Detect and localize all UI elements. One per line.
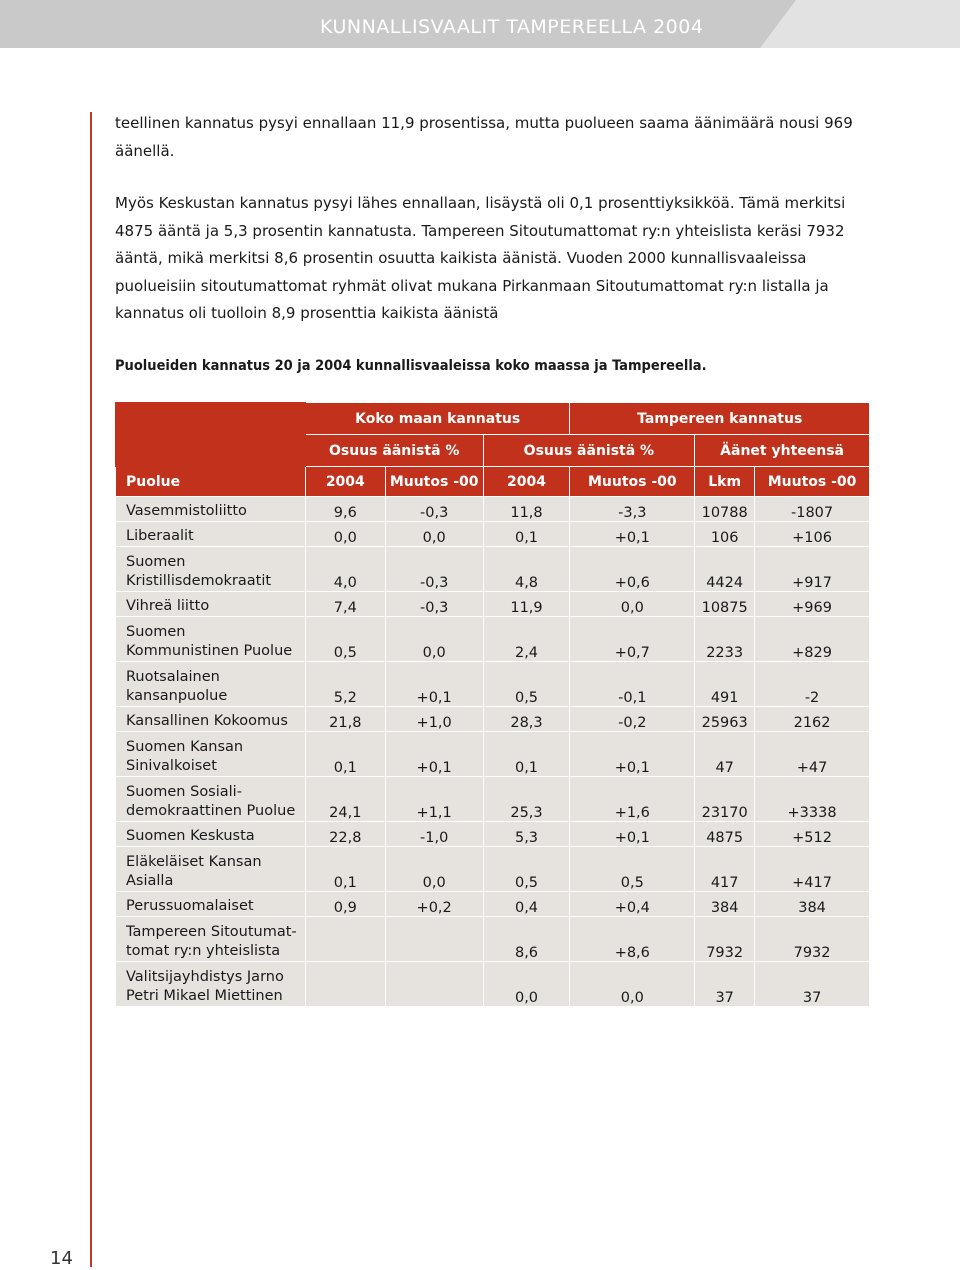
value-cell: 4424	[695, 547, 755, 592]
value-cell: 384	[695, 892, 755, 917]
value-cell: 7932	[755, 917, 870, 962]
value-cell: 24,1	[305, 777, 385, 822]
value-cell: 0,0	[385, 617, 483, 662]
value-cell	[385, 917, 483, 962]
value-cell: 9,6	[305, 497, 385, 522]
table-row	[116, 592, 870, 617]
value-cell: 47	[695, 732, 755, 777]
value-cell: +0,7	[570, 617, 695, 662]
party-name-line: Kansallinen Kokoomus	[126, 713, 288, 729]
value-cell: 2162	[755, 707, 870, 732]
value-cell: 10875	[695, 592, 755, 617]
party-name-cell	[116, 662, 306, 707]
table-sub-header-row	[116, 435, 870, 467]
value-cell: 5,3	[483, 822, 570, 847]
header-aanet: Äänet yhteensä	[695, 435, 870, 467]
table-column-header-row	[116, 467, 870, 497]
results-table	[115, 402, 870, 1007]
value-cell: 0,1	[305, 732, 385, 777]
table-row	[116, 707, 870, 732]
party-name-cell	[116, 617, 306, 662]
table-row	[116, 822, 870, 847]
column-header: Muutos -00	[570, 467, 695, 497]
value-cell	[305, 917, 385, 962]
table-group-header-row	[116, 403, 870, 435]
header-blank	[116, 403, 306, 435]
margin-rule	[90, 112, 92, 1267]
value-cell: 0,0	[570, 592, 695, 617]
party-name-line: Suomen	[126, 624, 186, 640]
value-cell: +8,6	[570, 917, 695, 962]
value-cell: -0,3	[385, 592, 483, 617]
value-cell: 0,0	[570, 962, 695, 1007]
value-cell: 106	[695, 522, 755, 547]
value-cell: -1,0	[385, 822, 483, 847]
value-cell: +829	[755, 617, 870, 662]
column-header: Lkm	[695, 467, 755, 497]
value-cell: 4,8	[483, 547, 570, 592]
paragraph-1: teellinen kannatus pysyi ennallaan 11,9 prosentissa, mutta puolueen saama äänimäärä nousi 969 äänellä.	[115, 114, 853, 160]
party-name-line: demokraattinen Puolue	[126, 803, 296, 819]
party-name-line: Ruotsalainen	[126, 669, 220, 685]
party-name-line: Perussuomalaiset	[126, 898, 254, 914]
party-name-line: Valitsijayhdistys Jarno	[126, 969, 284, 985]
value-cell: -1807	[755, 497, 870, 522]
party-name-line: Liberaalit	[126, 528, 194, 544]
paragraph-2: Myös Keskustan kannatus pysyi lähes ennallaan, lisäystä oli 0,1 prosenttiyksikköä. Tämä merkitsi 4875 ääntä ja 5,3 prosentin kannatusta. Tampereen Sitoutumattomat ry:n yhteislista keräsi 7932 ääntä, mikä merkitsi 8,6 prosentin osuutta kaikista äänistä. Vuoden 2000 kunnallisvaaleissa puolueisiin sitoutumattomat ryhmät olivat mukana Pirkanmaan Sitoutumattomat ry:n listalla ja kannatus oli tuolloin 8,9 prosenttia kaikista äänistä	[115, 194, 846, 322]
table-row	[116, 847, 870, 892]
value-cell: +0,2	[385, 892, 483, 917]
value-cell: 0,4	[483, 892, 570, 917]
value-cell	[385, 962, 483, 1007]
table-row	[116, 732, 870, 777]
party-name-cell	[116, 962, 306, 1007]
value-cell: -0,1	[570, 662, 695, 707]
party-name-line: Petri Mikael Miettinen	[126, 988, 283, 1004]
party-name-cell	[116, 822, 306, 847]
value-cell: 5,2	[305, 662, 385, 707]
table-caption: Puolueiden kannatus 20 ja 2004 kunnallisvaaleissa koko maassa ja Tampereella.	[115, 358, 707, 374]
party-name-cell	[116, 522, 306, 547]
value-cell: -0,3	[385, 497, 483, 522]
value-cell: +0,1	[570, 732, 695, 777]
header-osuus-tampere: Osuus äänistä %	[483, 435, 695, 467]
party-name-line: Kristillisdemokraatit	[126, 573, 272, 589]
value-cell: 0,0	[483, 962, 570, 1007]
value-cell: 8,6	[483, 917, 570, 962]
table-row	[116, 917, 870, 962]
party-name-cell	[116, 777, 306, 822]
table-row	[116, 522, 870, 547]
value-cell: +47	[755, 732, 870, 777]
table-row	[116, 962, 870, 1007]
value-cell: 0,9	[305, 892, 385, 917]
value-cell: 28,3	[483, 707, 570, 732]
table-body	[116, 497, 870, 1007]
value-cell: +0,1	[385, 732, 483, 777]
column-header: 2004	[305, 467, 385, 497]
value-cell: 25963	[695, 707, 755, 732]
party-name-cell	[116, 592, 306, 617]
value-cell: 417	[695, 847, 755, 892]
value-cell: 7932	[695, 917, 755, 962]
value-cell: +417	[755, 847, 870, 892]
party-name-line: Vasemmistoliitto	[126, 503, 247, 519]
party-name-line: Suomen	[126, 554, 186, 570]
value-cell: 21,8	[305, 707, 385, 732]
value-cell: +0,1	[570, 822, 695, 847]
party-name-line: kansanpuolue	[126, 688, 228, 704]
value-cell: 37	[695, 962, 755, 1007]
column-header: 2004	[483, 467, 570, 497]
party-name-cell	[116, 547, 306, 592]
column-header: Puolue	[116, 467, 306, 497]
header-tampere: Tampereen kannatus	[570, 403, 870, 435]
header-koko-maa: Koko maan kannatus	[305, 403, 570, 435]
column-header: Muutos -00	[385, 467, 483, 497]
value-cell: 23170	[695, 777, 755, 822]
value-cell	[305, 962, 385, 1007]
value-cell: +1,6	[570, 777, 695, 822]
value-cell: 0,0	[305, 522, 385, 547]
running-header: KUNNALLISVAALIT TAMPEREELLA 2004	[320, 16, 704, 38]
value-cell: -0,2	[570, 707, 695, 732]
value-cell: 0,5	[483, 847, 570, 892]
value-cell: +969	[755, 592, 870, 617]
value-cell: +1,0	[385, 707, 483, 732]
value-cell: 22,8	[305, 822, 385, 847]
value-cell: +512	[755, 822, 870, 847]
party-name-line: Eläkeläiset Kansan	[126, 854, 262, 870]
value-cell: 0,0	[385, 847, 483, 892]
party-name-line: Sinivalkoiset	[126, 758, 217, 774]
column-header: Muutos -00	[755, 467, 870, 497]
value-cell: +917	[755, 547, 870, 592]
party-name-line: Asialla	[126, 873, 174, 889]
value-cell: 2233	[695, 617, 755, 662]
value-cell: 0,1	[483, 732, 570, 777]
party-name-cell	[116, 707, 306, 732]
page-number: 14	[50, 1248, 73, 1269]
header-osuus-maa: Osuus äänistä %	[305, 435, 483, 467]
table-row	[116, 777, 870, 822]
party-name-line: Vihreä liitto	[126, 598, 210, 614]
party-name-cell	[116, 847, 306, 892]
value-cell: +0,6	[570, 547, 695, 592]
party-name-line: Kommunistinen Puolue	[126, 643, 293, 659]
value-cell: +1,1	[385, 777, 483, 822]
value-cell: -3,3	[570, 497, 695, 522]
value-cell: 491	[695, 662, 755, 707]
value-cell: +3338	[755, 777, 870, 822]
value-cell: 384	[755, 892, 870, 917]
value-cell: 0,5	[305, 617, 385, 662]
table-row	[116, 892, 870, 917]
value-cell: 0,0	[385, 522, 483, 547]
value-cell: -0,3	[385, 547, 483, 592]
value-cell: -2	[755, 662, 870, 707]
party-name-line: Suomen Kansan	[126, 739, 244, 755]
value-cell: 0,1	[483, 522, 570, 547]
value-cell: 37	[755, 962, 870, 1007]
value-cell: 4,0	[305, 547, 385, 592]
party-name-line: Suomen Keskusta	[126, 828, 255, 844]
value-cell: 11,8	[483, 497, 570, 522]
value-cell: +0,1	[385, 662, 483, 707]
table-row	[116, 547, 870, 592]
value-cell: 4875	[695, 822, 755, 847]
value-cell: +0,1	[570, 522, 695, 547]
value-cell: 0,5	[483, 662, 570, 707]
value-cell: 11,9	[483, 592, 570, 617]
party-name-line: Tampereen Sitoutumat-	[126, 924, 297, 940]
party-name-cell	[116, 732, 306, 777]
header-blank	[116, 435, 306, 467]
table-row	[116, 662, 870, 707]
table-row	[116, 617, 870, 662]
value-cell: 2,4	[483, 617, 570, 662]
value-cell: 10788	[695, 497, 755, 522]
table-row	[116, 497, 870, 522]
value-cell: 7,4	[305, 592, 385, 617]
party-name-cell	[116, 917, 306, 962]
value-cell: 0,1	[305, 847, 385, 892]
party-name-cell	[116, 497, 306, 522]
value-cell: 25,3	[483, 777, 570, 822]
value-cell: +0,4	[570, 892, 695, 917]
value-cell: +106	[755, 522, 870, 547]
party-name-cell	[116, 892, 306, 917]
value-cell: 0,5	[570, 847, 695, 892]
party-name-line: tomat ry:n yhteislista	[126, 943, 281, 959]
party-name-line: Suomen Sosiali-	[126, 784, 242, 800]
